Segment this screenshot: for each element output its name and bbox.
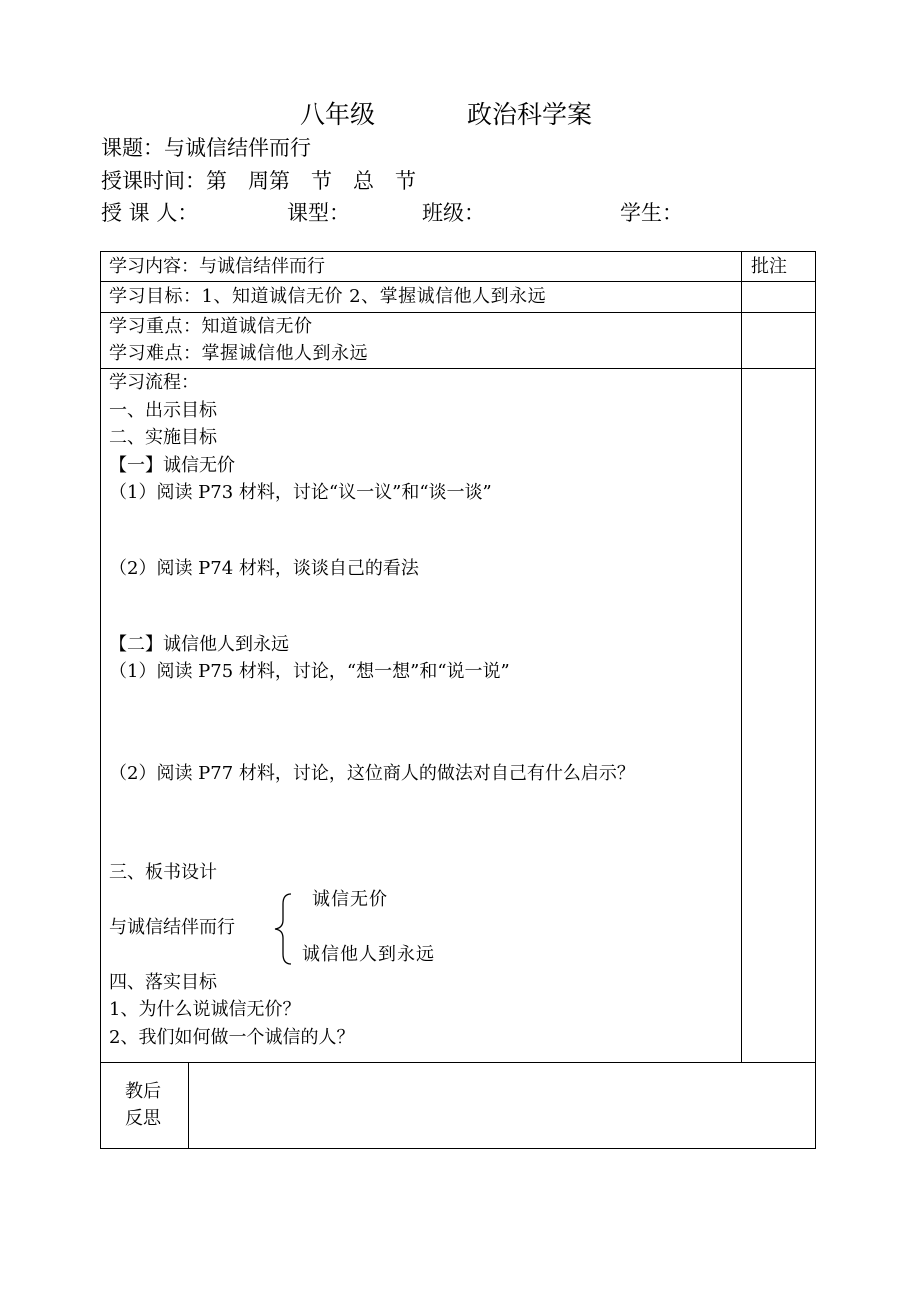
key-point: 学习重点：知道诚信无价 <box>109 316 313 337</box>
difficulty-point: 学习难点：掌握诚信他人到永远 <box>109 343 368 364</box>
board-item-others: 诚信他人到永远 <box>302 944 435 965</box>
part-honesty-priceless: 【一】诚信无价 <box>109 455 235 476</box>
step-board-design: 三、板书设计 <box>109 862 217 883</box>
lesson-type-label: 课型： <box>287 201 350 225</box>
question-p73: （1）阅读 P73 材料，讨论“议一议”和“谈一谈” <box>109 482 492 503</box>
step-implement-goals: 二、实施目标 <box>109 427 217 448</box>
check-question-2: 2、我们如何做一个诚信的人？ <box>109 1027 355 1048</box>
question-p74: （2）阅读 P74 材料，谈谈自己的看法 <box>109 558 419 579</box>
brace-icon <box>271 892 295 966</box>
reflection-label-line1: 教后 <box>125 1081 161 1102</box>
check-question-1: 1、为什么说诚信无价？ <box>109 999 301 1020</box>
class-label: 班级： <box>422 201 485 225</box>
learning-objectives: 学习目标：1、知道诚信无价 2、掌握诚信他人到永远 <box>109 286 547 307</box>
notes-header: 批注 <box>751 256 787 277</box>
learning-content: 学习内容：与诚信结伴而行 <box>109 256 325 277</box>
subject-title: 政治科学案 <box>467 100 593 129</box>
question-p77: （2）阅读 P77 材料，讨论，这位商人的做法对自己有什么启示？ <box>109 763 635 784</box>
reflection-label-line2: 反思 <box>125 1108 161 1129</box>
process-heading: 学习流程： <box>109 372 199 393</box>
board-main-topic: 与诚信结伴而行 <box>109 917 235 938</box>
student-label: 学生： <box>620 201 683 225</box>
part-honesty-others: 【二】诚信他人到永远 <box>109 634 289 655</box>
grade-title: 八年级 <box>300 100 376 129</box>
question-p75: （1）阅读 P75 材料，讨论，“想一想”和“说一说” <box>109 661 510 682</box>
lesson-time: 授课时间：第 周第 节 总 节 <box>101 169 416 193</box>
board-item-priceless: 诚信无价 <box>312 889 388 910</box>
teacher-label: 授 课 人： <box>101 201 199 225</box>
step-implement-check: 四、落实目标 <box>109 972 217 993</box>
lesson-topic: 课题：与诚信结伴而行 <box>101 136 311 160</box>
step-show-goals: 一、出示目标 <box>109 400 217 421</box>
